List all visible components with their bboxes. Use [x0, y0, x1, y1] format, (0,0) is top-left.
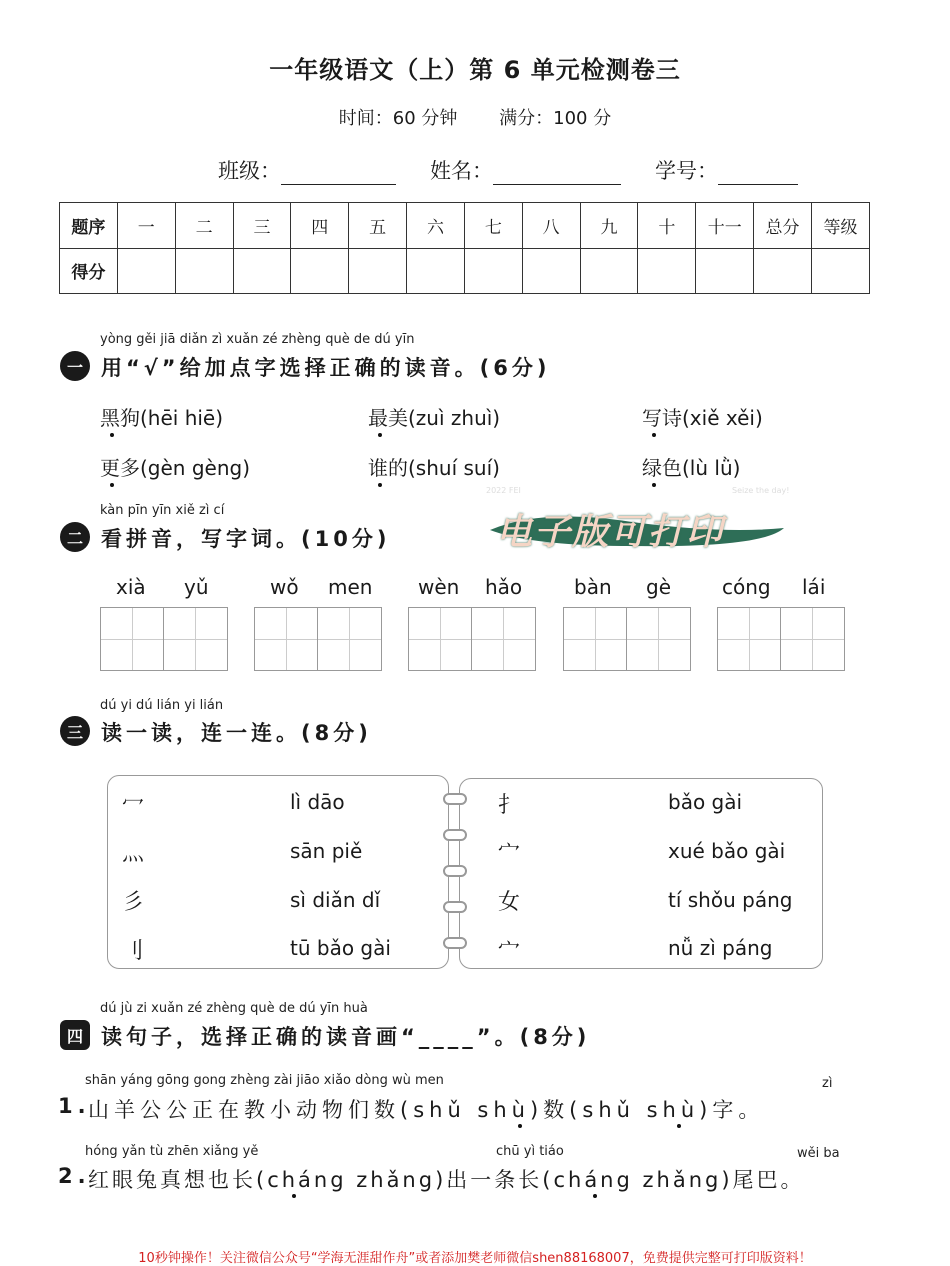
col-header: 六: [407, 203, 465, 249]
score-cell[interactable]: [811, 248, 869, 294]
binder-ring-icon: [443, 829, 467, 841]
section2-title: 看拼音，写字词。(10分): [101, 527, 391, 551]
name-field: [430, 155, 621, 185]
pinyin-left-3[interactable]: sì diǎn dǐ: [290, 888, 381, 912]
page-title: 一年级语文（上）第 6 单元检测卷三: [269, 56, 681, 84]
pinyin-right-1[interactable]: bǎo gài: [668, 790, 743, 814]
sentence2-pinyin: hóng yǎn tù zhēn xiǎng yě: [85, 1144, 259, 1159]
score-cell[interactable]: [522, 248, 580, 294]
sentence1-pinyin: shān yáng gōng gong zhèng zài jiāo xiǎo dòng wù men: [85, 1073, 444, 1088]
section2-pinyin: kàn pīn yīn xiě zì cí: [100, 503, 225, 518]
col-header: 总分: [754, 203, 812, 249]
col-header: 二: [175, 203, 233, 249]
section3-title: 读一读，连一连。(8分): [101, 721, 372, 745]
col-header: 七: [464, 203, 522, 249]
s2-pinyin-2a: wǒ: [270, 575, 299, 599]
s1-item-5: 谁的(shuí suí): [368, 456, 500, 480]
score-cell[interactable]: [754, 248, 812, 294]
radical-right-4[interactable]: 宀: [498, 939, 521, 964]
watermark-small-left: 2022 FEI: [486, 486, 521, 495]
binder-ring-icon: [443, 793, 467, 805]
s1-item-1: 黑狗(hēi hiē): [100, 406, 224, 430]
s1-item-4: 更多(gèn gèng): [100, 456, 251, 480]
col-header: 九: [580, 203, 638, 249]
id-field: [655, 155, 798, 185]
sentence2-text: 红眼兔真想也长(cháng zhǎng)出一条长(cháng zhǎng)尾巴。: [88, 1168, 805, 1192]
pinyin-left-2[interactable]: sān piě: [290, 839, 363, 863]
col-header: 八: [522, 203, 580, 249]
s2-pinyin-5a: cóng: [722, 575, 771, 599]
writing-grid-5[interactable]: [717, 607, 845, 671]
score-cell[interactable]: [407, 248, 465, 294]
score-cell[interactable]: [580, 248, 638, 294]
emphasis-dot: [593, 1194, 597, 1198]
writing-grid-3[interactable]: [408, 607, 536, 671]
score-cell[interactable]: [117, 248, 175, 294]
watermark-stamp: [482, 486, 792, 555]
col-header: 四: [291, 203, 349, 249]
time-limit: 时间：60 分钟: [338, 108, 458, 129]
pinyin-right-2[interactable]: xué bǎo gài: [668, 839, 786, 863]
radical-right-1[interactable]: 扌: [498, 793, 521, 818]
binder-ring-icon: [443, 865, 467, 877]
row-label-order: 题序: [60, 203, 118, 249]
s2-pinyin-5b: lái: [802, 575, 826, 599]
s2-pinyin-4b: gè: [646, 575, 671, 599]
pinyin-right-3[interactable]: tí shǒu páng: [668, 888, 793, 912]
s2-pinyin-1a: xià: [116, 575, 146, 599]
s2-pinyin-2b: men: [328, 575, 373, 599]
id-label: 学号：: [655, 159, 718, 183]
emphasis-dot: [292, 1194, 296, 1198]
writing-grid-1[interactable]: [100, 607, 228, 671]
score-table-score-row: [60, 248, 870, 294]
footer-notice: 10秒钟操作！关注微信公众号“学海无涯甜作舟”或者添加樊老师微信shen88168007，免费提供完整可打印版资料！: [138, 1251, 812, 1266]
binder-ring-icon: [443, 901, 467, 913]
s2-pinyin-3b: hǎo: [485, 575, 523, 599]
section1-title: 用“√”给加点字选择正确的读音。(6分): [101, 356, 551, 380]
emphasis-dot: [518, 1124, 522, 1128]
name-label: 姓名：: [430, 159, 493, 183]
student-info-row: [218, 155, 798, 185]
watermark-small-right: Seize the day!: [732, 486, 790, 495]
section1-pinyin: yòng gěi jiā diǎn zì xuǎn zé zhèng què de dú yīn: [100, 332, 415, 347]
s1-item-2: 最美(zuì zhuì): [368, 406, 501, 430]
class-label: 班级：: [218, 159, 281, 183]
id-blank[interactable]: [718, 162, 798, 185]
emphasis-dot: [652, 433, 656, 437]
score-cell[interactable]: [291, 248, 349, 294]
score-cell[interactable]: [696, 248, 754, 294]
pinyin-left-4[interactable]: tū bǎo gài: [290, 936, 391, 960]
score-table: [59, 202, 870, 294]
exam-meta: [0, 104, 950, 130]
section1-number-badge: 一: [60, 351, 90, 381]
sentence1-pinyin-end: zì: [822, 1076, 833, 1091]
section4-pinyin: dú jù zi xuǎn zé zhèng què de dú yīn huà: [100, 1001, 368, 1016]
writing-grid-2[interactable]: [254, 607, 382, 671]
section3-number-badge: 三: [60, 716, 90, 746]
section3-pinyin: dú yi dú lián yi lián: [100, 698, 224, 713]
radical-left-2[interactable]: 灬: [122, 841, 145, 866]
s2-pinyin-4a: bàn: [574, 575, 612, 599]
sentence2-pinyin-end: wěi ba: [797, 1146, 840, 1161]
score-cell[interactable]: [638, 248, 696, 294]
col-header: 十: [638, 203, 696, 249]
class-field: [218, 155, 396, 185]
matching-panel-left: [107, 775, 449, 969]
emphasis-dot: [378, 433, 382, 437]
emphasis-dot: [378, 483, 382, 487]
radical-left-4[interactable]: 刂: [122, 939, 145, 964]
s2-pinyin-1b: yǔ: [184, 575, 209, 599]
section4-number-badge: 四: [60, 1020, 90, 1050]
emphasis-dot: [677, 1124, 681, 1128]
section4-title: 读句子，选择正确的读音画“____”。(8分): [101, 1025, 591, 1049]
radical-right-3[interactable]: 女: [498, 890, 521, 915]
row-label-score: 得分: [60, 248, 118, 294]
name-blank[interactable]: [493, 162, 621, 185]
col-header: 一: [117, 203, 175, 249]
s1-item-3: 写诗(xiě xěi): [642, 406, 763, 430]
pinyin-right-4[interactable]: nǚ zì páng: [668, 936, 773, 960]
sentence1-text: 山羊公公正在教小动物们数(shǔ shù)数(shǔ shù)字。: [88, 1098, 765, 1122]
col-header: 十一: [696, 203, 754, 249]
radical-right-2[interactable]: 宀: [498, 841, 521, 866]
score-cell[interactable]: [349, 248, 407, 294]
score-cell[interactable]: [233, 248, 291, 294]
score-cell[interactable]: [464, 248, 522, 294]
col-header: 等级: [811, 203, 869, 249]
score-cell[interactable]: [175, 248, 233, 294]
sentence2-number: 2.: [58, 1164, 91, 1188]
section2-number-badge: 二: [60, 522, 90, 552]
class-blank[interactable]: [281, 162, 396, 185]
radical-left-3[interactable]: 彡: [122, 890, 145, 915]
emphasis-dot: [110, 433, 114, 437]
s1-item-6: 绿色(lù lǜ): [642, 456, 741, 480]
col-header: 三: [233, 203, 291, 249]
sentence1-number: 1.: [58, 1094, 91, 1118]
emphasis-dot: [110, 483, 114, 487]
sentence2-pinyin-mid: chū yì tiáo: [496, 1144, 564, 1159]
pinyin-left-1[interactable]: lì dāo: [290, 790, 345, 814]
full-score: 满分：100 分: [499, 108, 612, 129]
score-table-header-row: [60, 203, 870, 249]
binder-ring-icon: [443, 937, 467, 949]
emphasis-dot: [652, 483, 656, 487]
watermark-text: 电子版可打印: [496, 512, 725, 553]
s2-pinyin-3a: wèn: [418, 575, 460, 599]
col-header: 五: [349, 203, 407, 249]
writing-grid-4[interactable]: [563, 607, 691, 671]
radical-left-1[interactable]: 冖: [122, 793, 145, 818]
